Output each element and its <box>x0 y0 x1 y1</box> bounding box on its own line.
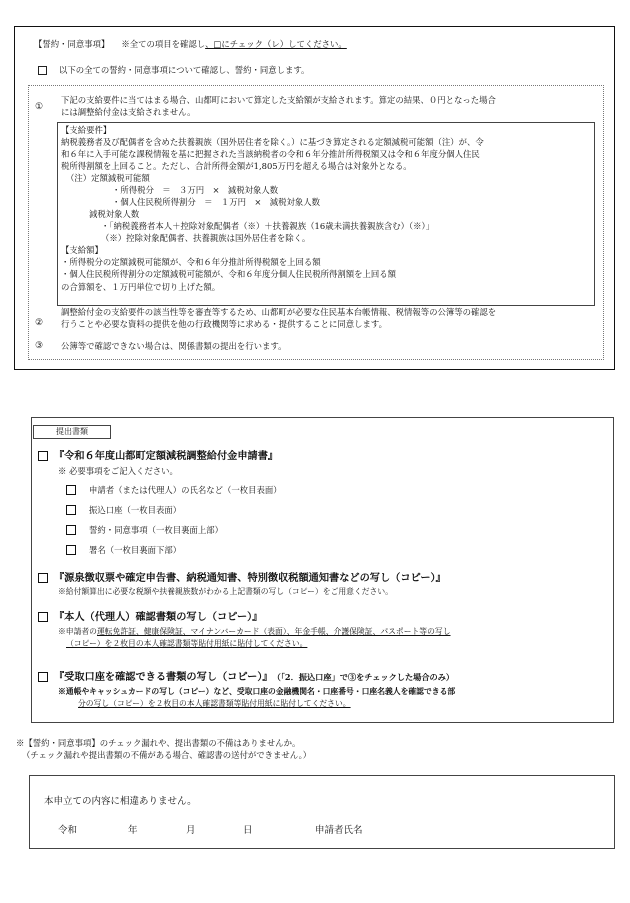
day-label: 日 <box>243 825 253 836</box>
doc3-note-line1 <box>58 626 451 638</box>
doc1-sub-label-4: 署名（一枚目裏面下部） <box>89 545 182 555</box>
doc1-row[interactable] <box>38 449 278 463</box>
declaration-statement: 本申立ての内容に相違ありません。 <box>44 796 197 807</box>
year-input[interactable] <box>90 818 128 834</box>
requirements-line2: 和６年に入手可能な課税情報を基に把握された当該納税者の令和６年分推計所得税額又は令和６年度分個人住民 <box>61 149 480 159</box>
note-title: （注）定額減税可能額 <box>66 173 150 183</box>
doc3-note-line2: （コピー）を２枚目の本人確認書類等貼付用紙に貼付してください。 <box>66 639 308 648</box>
item1-line2: には調整給付金は支給されません。 <box>61 107 196 117</box>
amount-line1: ・所得税分の定額減税可能額が、令和６年分推計所得税額を上回る額 <box>61 257 321 267</box>
doc1-sub-label-2: 振込口座（一枚目表面） <box>89 505 182 515</box>
doc4-row[interactable] <box>38 670 454 684</box>
doc4-note-line1: ※通帳やキャッシュカードの写し（コピー）など、受取口座の金融機関名・口座番号・口座名義人を確認できる部 <box>58 687 456 696</box>
item2-line1: 調整給付金の支給要件の該当性等を審査等するため、山都町が必要な住民基本台帳情報、税情報等の公簿等の確認を <box>61 307 497 317</box>
reduction-formula: ・「納税義務者本人＋控除対象配偶者（※）＋扶養親族（16歳未満扶養親族含む）（※）」 <box>101 221 435 231</box>
item3-number: ③ <box>35 341 44 351</box>
month-label: 月 <box>186 825 196 836</box>
doc1-title: 『令和６年度山都町定額減税調整給付金申請書』 <box>54 450 279 462</box>
doc4-condition: （「2．振込口座」で③をチェックした場合のみ） <box>272 672 455 682</box>
doc2-title: 『源泉徴収票や確定申告書、納税通知書、特別徴収税額通知書などの写し（コピー）』 <box>54 572 446 584</box>
doc3-note-prefix: ※申請者の <box>58 627 97 636</box>
applicant-name-input[interactable] <box>375 818 595 834</box>
doc1-sub-row-3[interactable] <box>66 524 223 536</box>
note-income-tax: ・所得税分 ＝ ３万円 × 減税対象人数 <box>112 185 279 195</box>
pledge-header-note: ※全ての項目を確認し <box>121 39 206 49</box>
doc1-sub-row-1[interactable] <box>66 484 282 496</box>
month-input[interactable] <box>142 818 184 834</box>
item2-line2: 行うことや必要な資料の提供を他の行政機関等に求める・提供することに同意します。 <box>61 319 387 329</box>
doc3-row[interactable] <box>38 610 262 624</box>
doc4-title: 『受取口座を確認できる書類の写し（コピー）』 <box>54 671 273 683</box>
declaration-frame <box>29 775 615 849</box>
doc1-sub-row-4[interactable] <box>66 544 181 556</box>
doc1-sub-checkbox-4[interactable] <box>66 545 76 555</box>
requirements-line3: 税所得割額を上回ること。ただし、合計所得金額が1,805万円を超える場合は対象外となる。 <box>61 161 412 171</box>
amount-line3: の合算額を、１万円単位で切り上げた額。 <box>61 282 221 292</box>
doc3-note-underlined-1: 運転免許証、健康保険証、マイナンバーカード（表面）、年金手帳、介護保険証、パスポート等の写し <box>96 627 451 636</box>
requirements-line1: 納税義務者及び配偶者を含めた扶養親族（国外居住者を除く。）に基づき算定される定額減税可能額（注）が、令 <box>61 137 484 147</box>
doc1-sub-checkbox-1[interactable] <box>66 485 76 495</box>
confirm-all-row[interactable] <box>38 64 309 76</box>
pledge-header <box>34 38 347 50</box>
confirm-all-checkbox[interactable] <box>38 66 47 75</box>
requirements-title: 【支給要件】 <box>61 125 112 135</box>
doc1-checkbox[interactable] <box>38 451 48 461</box>
warning-line1: ※【誓約・同意事項】のチェック漏れや、提出書類の不備はありませんか。 <box>16 738 301 748</box>
amount-line2: ・個人住民税所得割分の定額減税可能額が、令和６年度分個人住民税所得割額を上回る額 <box>61 269 396 279</box>
doc4-checkbox[interactable] <box>38 672 48 682</box>
reduction-title: 減税対象人数 <box>89 209 140 219</box>
confirm-all-label: 以下の全ての誓約・同意事項について確認し、誓約・同意します。 <box>59 65 310 75</box>
doc1-note: ※ 必要事項をご記入ください。 <box>58 466 178 476</box>
year-label: 年 <box>128 825 138 836</box>
reduction-note: （※）控除対象配偶者、扶養親族は国外居住者を除く。 <box>101 233 311 243</box>
note-resident-tax: ・個人住民税所得割分 ＝ １万円 × 減税対象人数 <box>112 197 321 207</box>
item1-line1: 下記の支給要件に当てはまる場合、山都町において算定した支給額が支給されます。算定の結果、０円となった場合 <box>61 95 496 105</box>
amount-title: 【支給額】 <box>61 245 103 255</box>
item2-number: ② <box>35 318 44 328</box>
doc2-checkbox[interactable] <box>38 573 48 583</box>
pledge-header-label: 【誓約・同意事項】 <box>34 39 110 49</box>
doc2-row[interactable] <box>38 571 446 585</box>
day-input[interactable] <box>200 818 242 834</box>
doc1-sub-checkbox-2[interactable] <box>66 505 76 515</box>
doc3-checkbox[interactable] <box>38 612 48 622</box>
doc4-note-line2: 分の写し（コピー）を２枚目の本人確認書類等貼付用紙に貼付してください。 <box>78 699 351 708</box>
doc1-sub-row-2[interactable] <box>66 504 181 516</box>
doc1-sub-checkbox-3[interactable] <box>66 525 76 535</box>
documents-tab-label: 提出書類 <box>33 425 111 439</box>
item1-number: ① <box>35 102 44 112</box>
warning-line2: （チェック漏れや提出書類の不備がある場合、確認書の送付ができません。） <box>22 750 312 760</box>
applicant-name-label: 申請者氏名 <box>315 825 363 836</box>
doc1-sub-label-3: 誓約・同意事項（一枚目裏面上部） <box>89 525 223 535</box>
doc2-note: ※給付額算出に必要な税額や扶養親族数がわかる上記書類の写し（コピー）をご用意ください。 <box>58 587 393 596</box>
item3-text: 公簿等で確認できない場合は、関係書類の提出を行います。 <box>61 341 287 351</box>
pledge-header-note-underlined: 、□にチェック（レ）してください。 <box>205 39 347 49</box>
era-label: 令和 <box>58 825 78 836</box>
doc3-title: 『本人（代理人）確認書類の写し（コピー）』 <box>54 611 263 623</box>
doc1-sub-label-1: 申請者（または代理人）の氏名など（一枚目表面） <box>89 485 282 495</box>
